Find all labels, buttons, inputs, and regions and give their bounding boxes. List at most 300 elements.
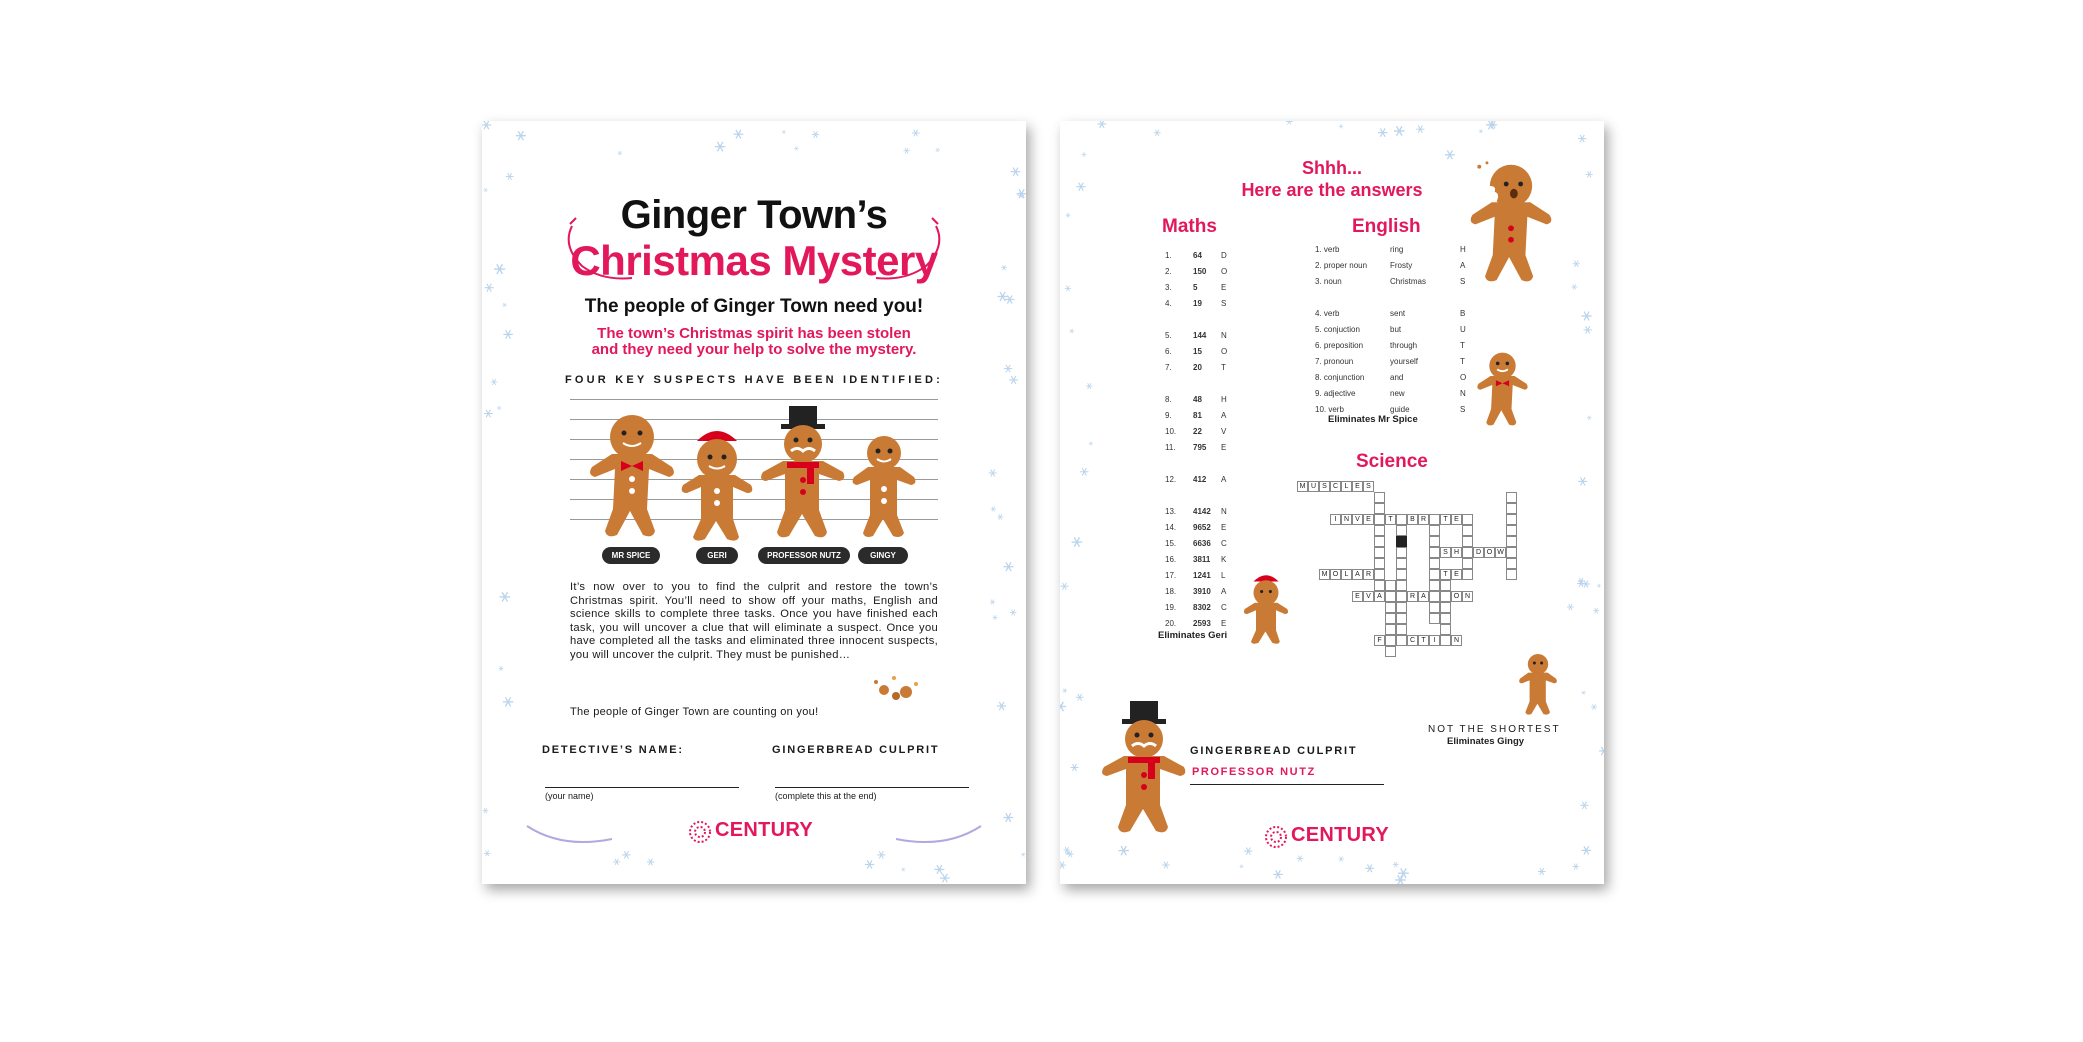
snowflake-icon [1021,853,1025,857]
crossword-cell [1374,558,1385,569]
culprit-line [1190,784,1384,785]
english-word: ring [1390,244,1404,254]
maths-answer-letter: A [1221,474,1227,484]
crossword-cell [1462,558,1473,569]
english-word: Christmas [1390,276,1427,286]
snowflake-icon [1011,168,1021,176]
detective-name-line[interactable] [545,787,739,788]
crossword-cell: U [1308,481,1319,492]
crossword-cell [1429,580,1440,591]
english-answer-row [1315,305,1472,321]
crossword-cell [1429,591,1440,602]
maths-answer-letter: C [1221,602,1227,612]
maths-answer-row [1165,247,1235,263]
maths-question-number: 12. [1165,474,1177,484]
maths-answer-letter: A [1221,586,1227,596]
intro-text [542,326,966,358]
crossword-cell [1506,525,1517,536]
maths-answer-row [1165,551,1235,567]
maths-question-number: 17. [1165,570,1177,580]
maths-question-number: 9. [1165,410,1172,420]
maths-answer-row [1165,311,1235,327]
snowflake-icon [935,148,939,152]
snowflake-icon [1060,862,1066,869]
crossword-cell [1385,635,1396,646]
english-answer-letter: B [1460,308,1466,318]
crossword-cell [1396,602,1407,613]
maths-answer-row [1165,535,1235,551]
maths-question-number [1165,375,1193,391]
snowflake-icon [1089,442,1093,446]
maths-answer-row [1165,327,1235,343]
english-word: guide [1390,404,1410,414]
crossword-cell: A [1374,591,1385,602]
science-title: Science [1356,451,1428,472]
snowflake-icon [1060,702,1066,711]
maths-question-number: 10. [1165,426,1177,436]
science-eliminates: Eliminates Gingy [1447,736,1525,747]
crossword-cell [1374,536,1385,547]
culprit-line[interactable] [775,787,969,788]
intro-line-2: and they need your help to solve the mystery. [591,341,917,358]
crossword-cell [1429,613,1440,624]
professor-nutz-culprit-image [1098,701,1190,836]
maths-answer-letter: T [1221,362,1226,372]
crossword-cell [1396,547,1407,558]
english-answer-letter: H [1460,244,1466,254]
english-word-class: 6. preposition [1315,340,1364,350]
maths-answer-row [1165,423,1235,439]
crossword-cell: T [1440,569,1451,580]
crossword-cell: M [1319,569,1330,580]
suspect-tag-gingy: GINGY [858,547,908,564]
answers-heading-line1: Shhh... [1302,158,1362,178]
snowflake-icon [1244,847,1252,854]
english-answer-letter: U [1460,324,1466,334]
crossword-cell [1440,635,1451,646]
maths-answer-letter: L [1221,570,1226,580]
crossword-cell: T [1418,635,1429,646]
english-answer-letter: N [1460,388,1466,398]
crossword-cell [1506,514,1517,525]
maths-answer-row [1165,407,1235,423]
maths-question-number [1165,455,1193,471]
english-word-class: 9. adjective [1315,388,1356,398]
english-word: new [1390,388,1405,398]
english-answer-row [1315,337,1472,353]
snowflake-icon [940,874,950,883]
snowflake-icon [1597,584,1601,588]
crossword-cell: T [1440,514,1451,525]
suspects-heading: FOUR KEY SUSPECTS HAVE BEEN IDENTIFIED: [564,374,944,386]
maths-answer-letter: N [1221,506,1227,516]
snowflake-icon [1076,694,1084,701]
maths-answer-letter: E [1221,618,1227,628]
english-answer-letter: S [1460,404,1466,414]
crossword-cell [1429,558,1440,569]
crossword-cell [1506,558,1517,569]
century-logo-text: CENTURY [715,819,814,841]
maths-answer-row [1165,391,1235,407]
maths-question-number: 6. [1165,346,1172,356]
maths-answer-row [1165,471,1235,487]
snowflake-icon [1338,856,1344,861]
detective-name-hint: (your name) [545,791,594,801]
maths-answer-row [1165,375,1235,391]
snowflake-icon [1086,383,1093,389]
maths-answer-letter: O [1221,346,1228,356]
snowflake-icon [484,851,490,857]
snowflake-icon [903,148,909,153]
english-answer-row [1315,273,1472,289]
snowflake-icon [482,121,491,129]
snowflake-icon [1365,864,1374,872]
snowflake-icon [1273,870,1282,878]
maths-answer-row [1165,503,1235,519]
crossword-cell [1440,602,1451,613]
maths-answer-row [1165,567,1235,583]
snowflake-icon [506,173,514,180]
crossword-cell [1385,613,1396,624]
crossword-cell: N [1462,591,1473,602]
maths-answer-letter: K [1221,554,1227,564]
crossword-cell: O [1451,591,1462,602]
maths-answer-value: 22 [1193,426,1202,436]
english-word-class: 7. pronoun [1315,356,1354,366]
snowflake-icon [934,865,944,874]
maths-answer-value: 9652 [1193,522,1211,532]
snowflake-icon [1587,416,1592,420]
snowflake-icon [1599,747,1604,755]
crossword-cell: R [1363,569,1374,580]
maths-question-number: 20. [1165,618,1177,628]
maths-answer-row [1165,359,1235,375]
crossword-cell: C [1407,635,1418,646]
maths-question-number: 19. [1165,602,1177,612]
maths-answer-value: 81 [1193,410,1202,420]
crossword-cell [1440,580,1451,591]
snowflake-icon [484,410,493,417]
maths-answer-value [1193,375,1221,391]
english-eliminates: Eliminates Mr Spice [1328,414,1418,425]
maths-answer-value [1193,487,1221,503]
snowflake-icon [497,406,501,410]
crossword-cell [1374,580,1385,591]
snowflake-icon [1573,261,1580,268]
maths-answer-letter: A [1221,410,1227,420]
crossword-cell [1374,492,1385,503]
crossword-cell: N [1451,635,1462,646]
snowflake-icon [613,859,620,865]
subtitle: The people of Ginger Town need you! [584,296,924,317]
maths-answer-value [1193,311,1221,327]
maths-question-number: 2. [1165,266,1172,276]
snowflake-icon [498,666,503,671]
maths-question-number: 5. [1165,330,1172,340]
maths-title: Maths [1162,216,1217,237]
maths-question-number: 14. [1165,522,1177,532]
english-word: but [1390,324,1402,334]
english-word: through [1390,340,1418,350]
snowflake-icon [1580,802,1588,809]
maths-answer-value: 3811 [1193,554,1211,564]
snowflake-icon [1398,868,1409,878]
english-word-class: 4. verb [1315,308,1340,318]
maths-answer-value: 8302 [1193,602,1211,612]
snowflake-icon [499,592,510,601]
snowflake-icon [1004,365,1012,372]
small-gingerbread-image [1475,349,1530,427]
crossword-cell [1429,525,1440,536]
crossword-cell [1440,624,1451,635]
snowflake-icon [1010,610,1017,616]
snowflake-icon [794,147,799,151]
geri-small-gingerbread-image [1240,569,1292,644]
crossword-cell: V [1352,514,1363,525]
snowflake-icon [997,702,1006,710]
crossword-cell [1396,591,1407,602]
maths-answer-letter: E [1221,282,1227,292]
crossword-cell [1440,591,1451,602]
maths-answer-letter: V [1221,426,1227,436]
crossword-cell: I [1429,635,1440,646]
maths-question-number: 11. [1165,442,1176,452]
snowflake-icon [1339,124,1344,128]
crossword-cell: F [1374,635,1385,646]
maths-question-number: 7. [1165,362,1172,372]
crossword-cell: M [1297,481,1308,492]
maths-question-number: 8. [1165,394,1172,404]
crossword-cell: C [1330,481,1341,492]
crossword-cell: E [1451,569,1462,580]
crossword-cell [1429,569,1440,580]
crossword-cell [1396,525,1407,536]
crossword-cell [1506,503,1517,514]
crossword-cell [1506,569,1517,580]
snowflake-icon [865,860,874,868]
mr-spice-gingerbread-image [587,409,677,539]
gingy-small-gingerbread-image [1517,649,1559,719]
english-word: yourself [1390,356,1419,366]
maths-question-number: 16. [1165,554,1177,564]
english-answer-row [1315,353,1472,369]
crossword-cell [1385,646,1396,657]
maths-answer-row [1165,519,1235,535]
english-word-class: 5. conjuction [1315,324,1360,334]
snowflake-icon [733,130,743,139]
snowflake-icon [1395,875,1406,884]
maths-answer-value: 3910 [1193,586,1211,596]
culprit-answer: PROFESSOR NUTZ [1192,766,1316,778]
geri-gingerbread-image [677,421,757,541]
snowflake-icon [812,131,819,138]
snowflake-icon [1393,862,1399,867]
maths-answer-row [1165,439,1235,455]
english-answer-letter: S [1460,276,1466,286]
maths-answer-value: 2593 [1193,618,1211,628]
maths-question-number: 3. [1165,282,1172,292]
intro-line-1: The town’s Christmas spirit has been stolen [597,325,911,342]
crossword-cell [1396,635,1407,646]
snowflake-icon [1416,126,1424,133]
science-note: NOT THE SHORTEST [1428,724,1561,735]
suspect-tag-mr-spice: MR SPICE [602,547,660,564]
snowflake-icon [1065,286,1071,291]
snowflake-icon [1009,376,1018,384]
maths-answer-letter: H [1221,394,1227,404]
maths-answer-value: 412 [1193,474,1207,484]
lineup-line [570,399,938,400]
snowflake-icon [1378,128,1387,136]
crossword-cell [1462,536,1473,547]
crossword-cell [1385,591,1396,602]
snowflake-icon [1479,129,1483,133]
maths-answer-letter: O [1221,266,1228,276]
maths-answer-letter [1221,311,1235,327]
crossword-cell [1374,525,1385,536]
maths-answer-row [1165,455,1235,471]
crossword-cell [1396,613,1407,624]
maths-answer-letter [1221,455,1235,471]
crossword-cell: R [1418,514,1429,525]
snowflake-icon [622,851,630,858]
snowflake-icon [1593,608,1599,613]
snowflake-icon [1582,846,1592,854]
snowflake-icon [1394,126,1405,135]
english-answer-row [1315,257,1472,273]
maths-question-number: 13. [1165,506,1177,516]
bitten-gingerbread-image [1465,159,1557,284]
story-text: It’s now over to you to find the culprit and restore the town’s Christmas spirit. You’ll need to show off your maths, English and science skills to complete three tasks. Once you have finished each task, you will uncover a clue that will eliminate a suspect. Once you have completed all the tasks and eliminated three innocent suspects, you will uncover the culprit. They must be punished… [570,581,938,661]
crossword-cell [1374,503,1385,514]
snowflake-icon [1072,537,1083,546]
snowflake-icon [491,379,498,385]
snowflake-icon [1582,312,1592,321]
page-title-line2: Christmas Mystery [570,237,938,284]
crossword-cell [1429,547,1440,558]
culprit-label: GINGERBREAD CULPRIT [1190,745,1358,757]
crossword-cell: L [1341,569,1352,580]
snowflake-icon [1582,580,1590,587]
maths-answer-letter: E [1221,522,1227,532]
maths-answer-row [1165,279,1235,295]
answers-page [1060,121,1604,884]
maths-answer-row [1165,263,1235,279]
maths-answer-value: 20 [1193,362,1202,372]
crossword-cell [1385,624,1396,635]
snowflake-icon [1286,121,1293,124]
maths-answers-table [1165,247,1235,631]
snowflake-icon [1538,868,1546,875]
page-title-line1: Ginger Town’s [620,193,888,237]
crossword-cell [1374,547,1385,558]
maths-answer-value: 150 [1193,266,1207,276]
crossword-cell [1506,547,1517,558]
crossword-cell [1396,624,1407,635]
english-answer-letter: T [1460,340,1465,350]
answers-heading-line2: Here are the answers [1241,180,1423,200]
snowflake-icon [1578,135,1586,142]
crossword-black-cell [1396,536,1407,547]
century-logo [687,819,827,845]
snowflake-icon [617,151,622,155]
crossword-cell [1385,580,1396,591]
crossword-cell: D [1473,547,1484,558]
maths-answer-row [1165,343,1235,359]
crossword-cell: N [1341,514,1352,525]
english-answer-row [1315,385,1472,401]
english-word: Frosty [1390,260,1413,270]
crossword-cell [1374,514,1385,525]
maths-question-number [1165,487,1193,503]
snowflake-icon [1297,856,1304,862]
crossword-cell: S [1319,481,1330,492]
maths-answer-value: 795 [1193,442,1207,452]
snowflake-icon [1081,152,1086,156]
maths-answer-value: 144 [1193,330,1207,340]
crossword-cell [1429,602,1440,613]
crossword-cell [1462,525,1473,536]
snowflake-icon [1061,583,1069,590]
snowflake-icon [997,514,1003,519]
snowflake-icon [715,142,726,151]
snowflake-icon [503,697,513,706]
crossword-cell: H [1451,547,1462,558]
snowflake-icon [1003,562,1013,571]
crossword-cell [1462,514,1473,525]
maths-answer-value: 6636 [1193,538,1211,548]
gingy-gingerbread-image [849,431,919,541]
english-word: sent [1390,308,1406,318]
english-answer-row [1315,321,1472,337]
maths-answer-value: 19 [1193,298,1202,308]
snowflake-icon [782,130,786,134]
english-answer-letter: A [1460,260,1466,270]
century-logo [1263,824,1403,850]
maths-answer-letter: C [1221,538,1227,548]
century-logo-icon [1263,824,1289,850]
maths-answer-letter: S [1221,298,1227,308]
maths-answer-value: 1241 [1193,570,1211,580]
english-word [1390,289,1460,305]
english-word-class: 10. verb [1315,404,1344,414]
english-word-class [1315,289,1390,305]
crossword-cell: O [1330,569,1341,580]
crossword-cell [1396,514,1407,525]
snowflake-icon [1578,477,1587,485]
maths-answer-value [1193,455,1221,471]
crossword-cell: E [1363,514,1374,525]
crossword-cell [1429,536,1440,547]
snowflake-icon [1591,704,1597,709]
crumbs-icon [864,666,934,706]
crossword-cell: A [1418,591,1429,602]
snowflake-icon [992,615,997,619]
snowflake-icon [1239,864,1243,868]
maths-answer-row [1165,615,1235,631]
snowflake-icon [1154,130,1161,136]
culprit-hint: (complete this at the end) [775,791,877,801]
snowflake-icon [1119,846,1129,855]
maths-question-number: 1. [1165,250,1172,260]
maths-question-number: 4. [1165,298,1172,308]
crossword-cell [1462,569,1473,580]
crossword-cell: E [1451,514,1462,525]
english-word: and [1390,372,1404,382]
maths-answer-letter [1221,487,1235,503]
crossword-cell: S [1440,547,1451,558]
english-word-class: 3. noun [1315,276,1342,286]
